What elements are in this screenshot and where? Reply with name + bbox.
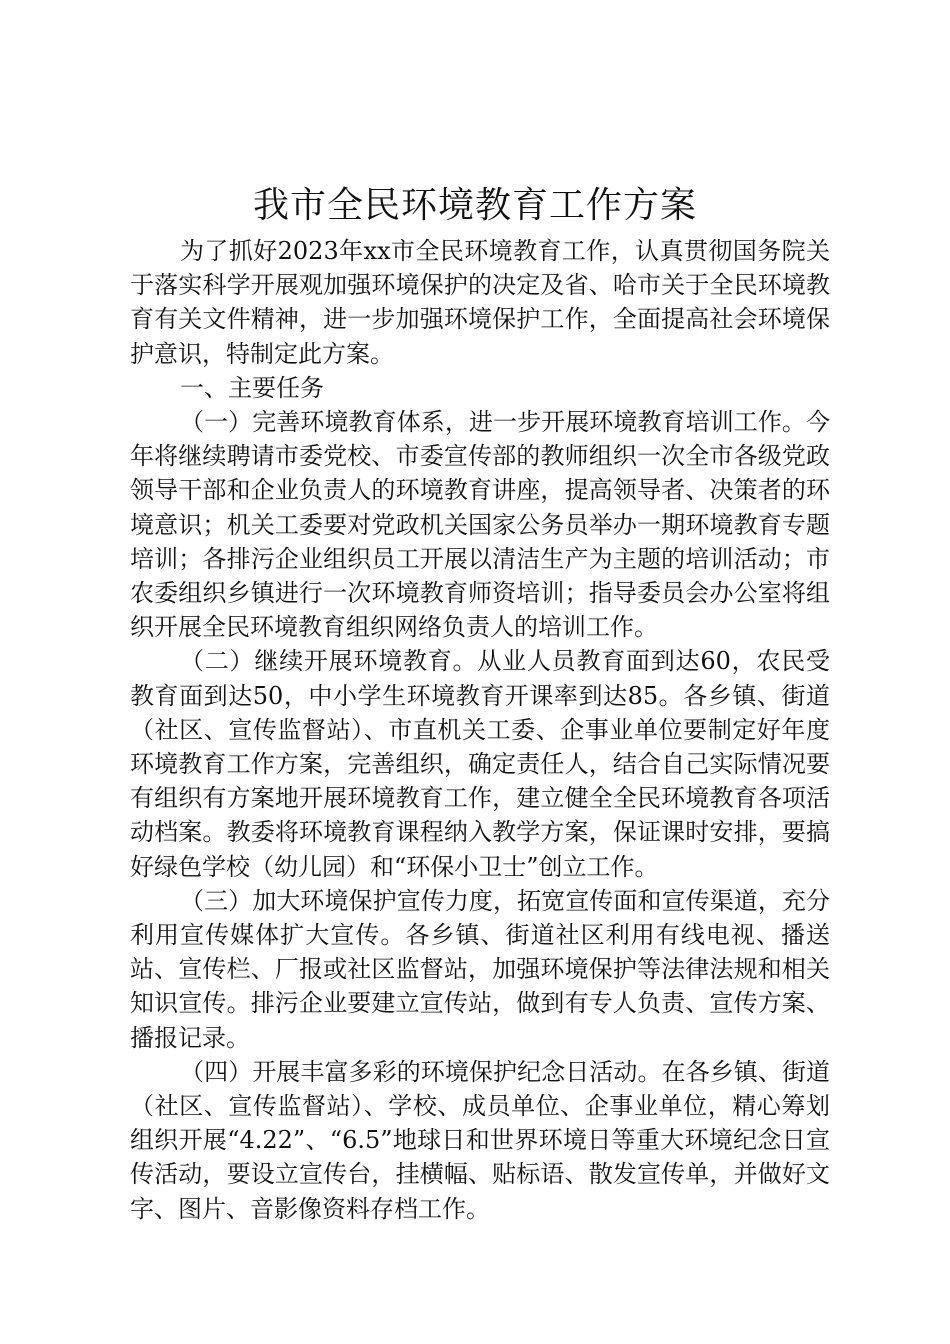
task-paragraph-2: （二）继续开展环境教育。从业人员教育面到达60，农民受教育面到达50，中小学生环境教育开课率到达85。各乡镇、街道（社区、宣传监督站）、市直机关工委、企事业单位要制定好年度环境教育工作方案，完善组织，确定责任人，结合自己实际情况要有组织有方案地开展环境教育工作，建立健全全民环境教育各项活动档案。教委将环境教育课程纳入教学方案，保证课时安排，要搞好绿色学校（幼儿园）和“环保小卫士”创立工作。	[130, 647, 830, 881]
document-body	[130, 234, 830, 1226]
task-paragraph-4: （四）开展丰富多彩的环境保护纪念日活动。在各乡镇、街道（社区、宣传监督站）、学校、成员单位、企事业单位，精心筹划组织开展“4.22”、“6.5”地球日和世界环境日等重大环境纪念日宣传活动，要设立宣传台，挂横幅、贴标语、散发宣传单，并做好文字、图片、音影像资料存档工作。	[130, 1057, 830, 1223]
document-title: 我市全民环境教育工作方案	[252, 185, 697, 226]
task-paragraph-3: （三）加大环境保护宣传力度，拓宽宣传面和宣传渠道，充分利用宣传媒体扩大宣传。各乡镇、街道社区利用有线电视、播送站、宣传栏、厂报或社区监督站，加强环境保护等法律法规和相关知识宣传。排污企业要建立宣传站，做到有专人负责、宣传方案、播报记录。	[130, 886, 830, 1052]
task-paragraph-1: （一）完善环境教育体系，进一步开展环境教育培训工作。今年将继续聘请市委党校、市委宣传部的教师组织一次全市各级党政领导干部和企业负责人的环境教育讲座，提高领导者、决策者的环境意识；机关工委要对党政机关国家公务员举办一期环境教育专题培训；各排污企业组织员工开展以清洁生产为主题的培训活动；市农委组织乡镇进行一次环境教育师资培训；指导委员会办公室将组织开展全民环境教育组织网络负责人的培训工作。	[130, 408, 830, 642]
section-heading-main-tasks: 一、主要任务	[180, 373, 324, 402]
intro-paragraph: 为了抓好2023年xx市全民环境教育工作，认真贯彻国务院关于落实科学开展观加强环境保护的决定及省、哈市关于全民环境教育有关文件精神，进一步加强环境保护工作，全面提高社会环境保护意识，特制定此方案。	[130, 237, 830, 368]
